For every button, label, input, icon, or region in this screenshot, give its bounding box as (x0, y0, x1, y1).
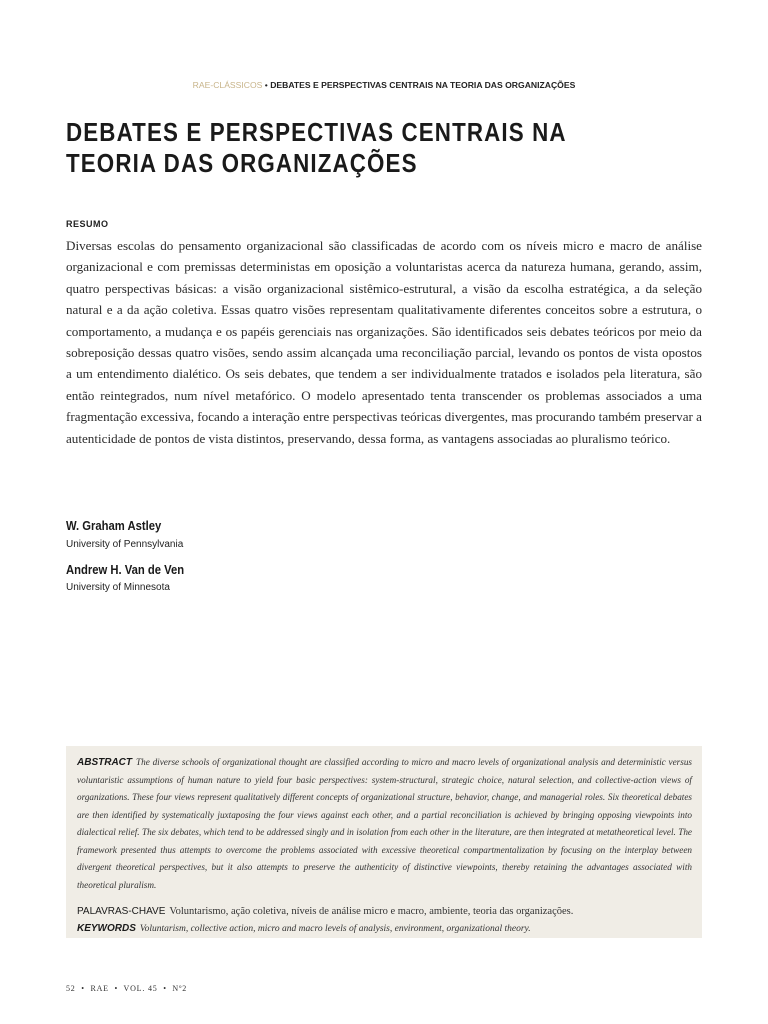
page-number: 52 (66, 984, 76, 993)
issue-number: Nº2 (172, 984, 188, 993)
abstract-label: ABSTRACT (77, 757, 132, 768)
author-name: W. Graham Astley (66, 519, 162, 533)
keywords-pt (77, 903, 692, 920)
resumo-text: Diversas escolas do pensamento organizacional são classificadas de acordo com os níveis micro e macro de análise organizacional e com premissas deterministas em oposição a voluntaristas acerca da natureza humana, gerando, assim, quatro perspectivas básicas: a visão organizacional sistêmico-estrutural, a visão da escolha estratégica, a da seleção natural e a da ação coletiva. Essas quatro visões representam qualitativamente diferentes conceitos sobre a estrutura, o comportamento, a mudança e os papéis gerenciais nas organizações. São identificados seis debates teóricos por meio da sobreposição dessas quatro visões, sendo assim alcançada uma reconciliação parcial, levando os pontos de vista opostos a um entendimento dialético. Os seis debates, que tendem a ser individualmente tratados e isolados pela literatura, são então reintegrados, num nível metafórico. O modelo apresentado tenta transcender os problemas associados a uma fragmentação excessiva, focando a interação entre perspectivas teóricas divergentes, mas procurando também preservar a autenticidade de pontos de vista distintos, preservando, dessa forma, as vantagens associadas ao pluralismo teórico. (66, 238, 702, 446)
footer-separator: • (114, 984, 119, 993)
keywords-pt-label: PALAVRAS-CHAVE (77, 906, 166, 917)
author-affiliation: University of Pennsylvania (66, 539, 184, 550)
journal-section-label: RAE-CLÁSSICOS (192, 80, 263, 90)
journal-name: RAE (90, 984, 109, 993)
author-affiliation: University of Minnesota (66, 582, 170, 593)
resumo-label: RESUMO (66, 219, 109, 229)
abstract-paragraph (77, 754, 692, 894)
keywords-en-text: Voluntarism, collective action, micro and macro levels of analysis, environment, organizational theory. (139, 924, 531, 934)
keywords-pt-text: Voluntarismo, ação coletiva, níveis de análise micro e macro, ambiente, teoria das organizações. (169, 906, 574, 917)
running-head-separator: • (262, 80, 271, 90)
running-head-title: DEBATES E PERSPECTIVAS CENTRAIS NA TEORIA DAS ORGANIZAÇÕES (270, 80, 576, 90)
volume: VOL. 45 (123, 984, 158, 993)
running-head (0, 80, 768, 90)
page-footer (66, 984, 187, 993)
author-name: Andrew H. Van de Ven (66, 563, 185, 577)
keywords-en (77, 920, 692, 938)
footer-separator: • (81, 984, 85, 993)
keywords-en-label: KEYWORDS (77, 923, 136, 934)
abstract-text: The diverse schools of organizational thought are classified according to micro and macro levels of organizational analysis and deterministic versus voluntaristic assumptions of human nature to yield four basic perspectives: system-structural, strategic choice, natural selection, and collective-action views of organizations. These four views represent qualitatively different concepts of organizational structure, behavior, change, and managerial roles. Six theoretical debates are then identified by systematically juxtaposing the four views against each other, and a partial reconciliation is achieved by bringing opposing viewpoints into dialectical relief. The six debates, which tend to be addressed singly and in isolation from each other in the literature, are then integrated at metatheoretical level. The framework presented thus attempts to overcome the problems associated with excessive theoretical compartmentalization by focusing on the interplay between divergent theoretical perspectives, but it also attempts to preserve the authenticity of distinctive viewpoints, thereby retaining the advantages associated with theoretical pluralism. (77, 757, 692, 890)
article-title: DEBATES E PERSPECTIVAS CENTRAIS NA TEORIA DAS ORGANIZAÇÕES (66, 117, 566, 178)
footer-separator: • (163, 984, 167, 993)
abstract-box (66, 746, 702, 938)
